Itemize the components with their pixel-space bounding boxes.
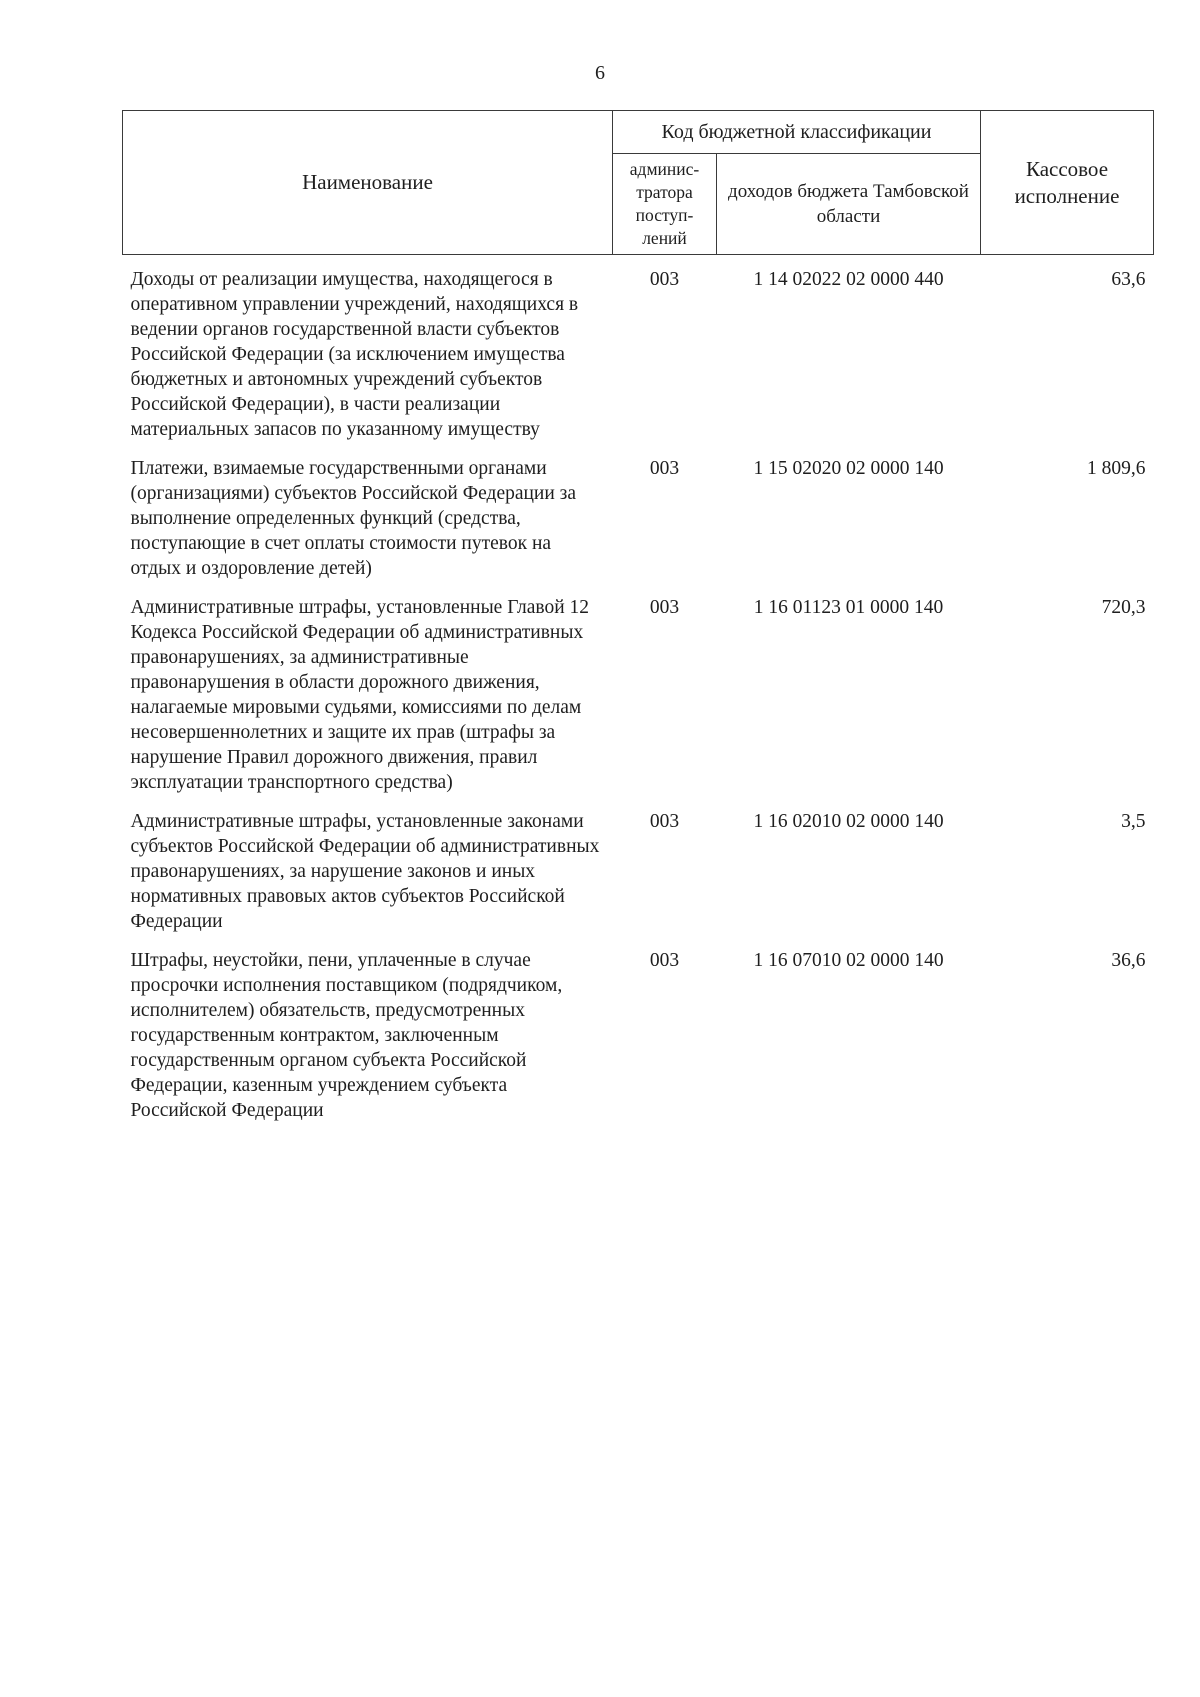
row-revenue-code: 1 16 07010 02 0000 140 [753, 950, 944, 971]
row-amount: 1 809,6 [1087, 458, 1146, 479]
row-admin-code: 003 [649, 597, 680, 618]
table-header [123, 111, 1154, 255]
row-revenue-code: 1 16 01123 01 0000 140 [753, 597, 944, 618]
budget-table [122, 110, 1154, 1125]
row-name: Платежи, взимаемые государственными органами (организациями) субъектов Российской Федерации за выполнение определенных функций (средства, поступающие в счет оплаты стоимости путевок на отдых и оздоровление детей) [130, 458, 577, 579]
row-admin-code: 003 [649, 458, 680, 479]
row-admin-code: 003 [649, 950, 680, 971]
header-name: Наименование [123, 111, 613, 255]
row-revenue-code: 1 15 02020 02 0000 140 [753, 458, 944, 479]
page-number: 6 [595, 62, 605, 84]
header-revenue-code: доходов бюджета Тамбовской области [717, 154, 981, 255]
table-body [123, 255, 1154, 1126]
row-amount: 63,6 [1111, 269, 1146, 290]
row-name: Административные штрафы, установленные законами субъектов Российской Федерации об административных правонарушениях, за нарушение законов и иных нормативных правовых актов субъектов Российской Федерации [130, 811, 600, 932]
header-amount: Кассовое исполнение [981, 111, 1154, 255]
row-amount: 3,5 [1121, 811, 1146, 832]
row-name: Административные штрафы, установленные Главой 12 Кодекса Российской Федерации об административных правонарушениях, за административные правонарушения в области дорожного движения, налагаемые мировыми судьями, комиссиями по делам несовершеннолетних и защите их прав (штрафы за нарушение Правил дорожного движения, правил эксплуатации транспортного средства) [130, 597, 590, 793]
table-row [123, 255, 1154, 445]
header-code-group: Код бюджетной классификации [613, 111, 981, 154]
row-revenue-code: 1 16 02010 02 0000 140 [753, 811, 944, 832]
row-revenue-code: 1 14 02022 02 0000 440 [753, 269, 944, 290]
row-name: Доходы от реализации имущества, находящегося в оперативном управлении учреждений, находящихся в ведении органов государственной власти субъектов Российской Федерации (за исключением имущества бюджетных и автономных учреждений субъектов Российской Федерации), в части реализации материальных запасов по указанному имуществу [130, 269, 579, 440]
table-row [123, 936, 1154, 1125]
table-row [123, 797, 1154, 936]
row-admin-code: 003 [649, 269, 680, 290]
table-row [123, 583, 1154, 797]
row-name: Штрафы, неустойки, пени, уплаченные в случае просрочки исполнения поставщиком (подрядчиком, исполнителем) обязательств, предусмотренных государственным контрактом, заключенным государственным органом субъекта Российской Федерации, казенным учреждением субъекта Российской Федерации [130, 950, 563, 1121]
row-admin-code: 003 [649, 811, 680, 832]
header-admin: админис-тратора поступ-лений [613, 154, 717, 255]
table-row [123, 444, 1154, 583]
row-amount: 36,6 [1111, 950, 1146, 971]
row-amount: 720,3 [1101, 597, 1146, 618]
